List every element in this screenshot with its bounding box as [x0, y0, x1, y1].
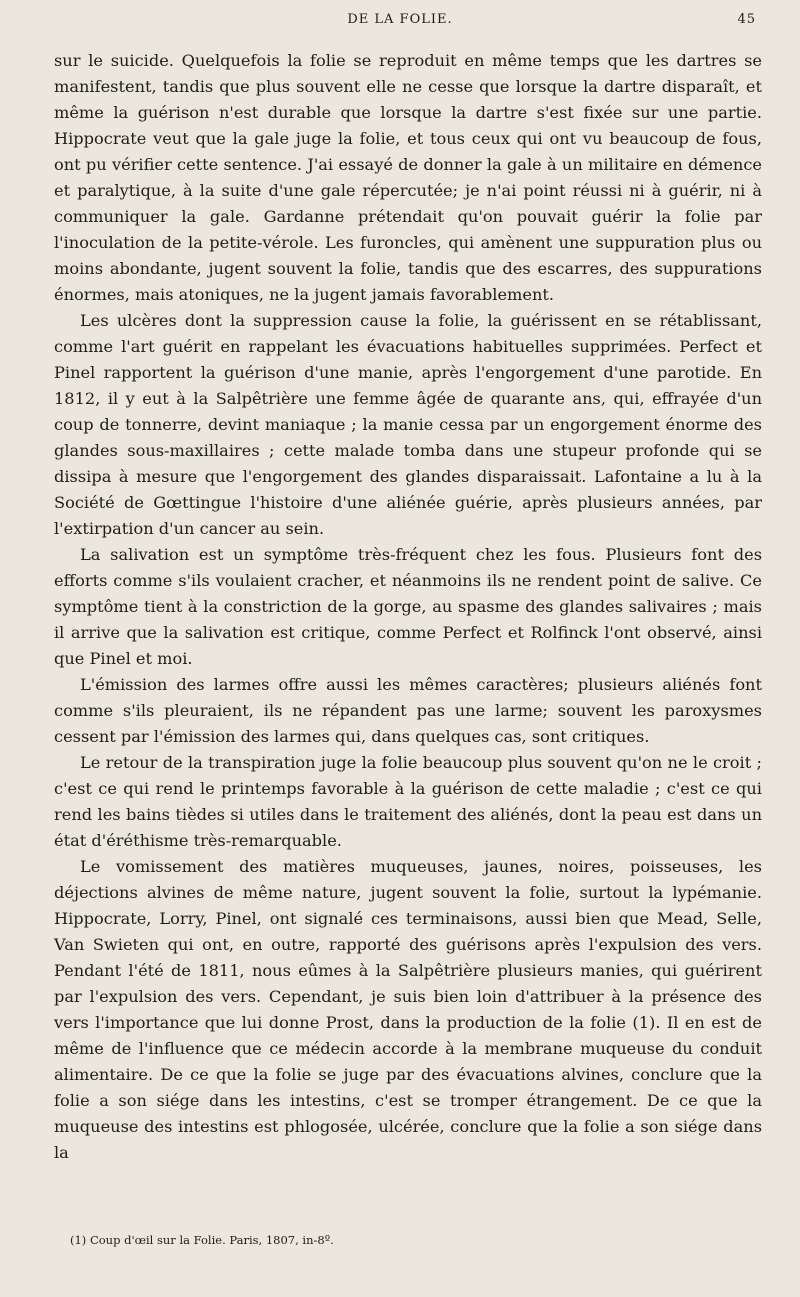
running-head [44, 12, 756, 34]
page-number: 45 [737, 12, 756, 27]
paragraph-continued: sur le suicide. Quelquefois la folie se reproduit en même temps que les dartres se manifestent, tandis que plus souvent elle ne cesse que lorsque la dartre disparaît, et même la guérison n'est durable que lorsque la dartre s'est fixée sur une partie. Hippocrate veut que la gale juge la folie, et tous ceux qui ont vu beaucoup de fous, ont pu vérifier cette sentence. J'ai essayé de donner la gale à un militaire en démence et paralytique, à la suite d'une gale répercutée; je n'ai point réussi ni à guérir, ni à communiquer la gale. Gardanne prétendait qu'on pouvait guérir la folie par l'inoculation de la petite-vérole. Les furoncles, qui amènent une suppuration plus ou moins abondante, jugent souvent la folie, tandis que des escarres, des suppurations énormes, mais atoniques, ne la jugent jamais favorablement. [54, 51, 762, 304]
body-text [54, 48, 762, 1166]
paragraph: La salivation est un symptôme très-fréquent chez les fous. Plusieurs font des efforts comme s'ils voulaient cracher, et néanmoins ils ne rendent point de salive. Ce symptôme tient à la constriction de la gorge, au spasme des glandes salivaires ; mais il arrive que la salivation est critique, comme Perfect et Rolfinck l'ont observé, ainsi que Pinel et moi. [54, 545, 762, 668]
footnote: (1) Coup d'œil sur la Folie. Paris, 1807, in-8º. [70, 1233, 334, 1247]
running-title: DE LA FOLIE. [347, 12, 453, 27]
paragraph: Le vomissement des matières muqueuses, jaunes, noires, poisseuses, les déjections alvines de même nature, jugent souvent la folie, surtout la lypémanie. Hippocrate, Lorry, Pinel, ont signalé ces terminaisons, aussi bien que Mead, Selle, Van Swieten qui ont, en outre, rapporté des guérisons après l'expulsion des vers. Pendant l'été de 1811, nous eûmes à la Salpêtrière plusieurs manies, qui guérirent par l'expulsion des vers. Cependant, je suis bien loin d'attribuer à la présence des vers l'importance que lui donne Prost, dans la production de la folie (1). Il en est de même de l'influence que ce médecin accorde à la membrane muqueuse du conduit alimentaire. De ce que la folie se juge par des évacuations alvines, conclure que la folie a son siége dans les intestins, c'est se tromper étrangement. De ce que la muqueuse des intestins est phlogosée, ulcérée, conclure que la folie a son siége dans la [54, 857, 762, 1162]
paragraph: L'émission des larmes offre aussi les mêmes caractères; plusieurs aliénés font comme s'ils pleuraient, ils ne répandent pas une larme; souvent les paroxysmes cessent par l'émission des larmes qui, dans quelques cas, sont critiques. [54, 675, 762, 746]
paragraph: Les ulcères dont la suppression cause la folie, la guérissent en se rétablissant, comme l'art guérit en rappelant les évacuations habituelles supprimées. Perfect et Pinel rapportent la guérison d'une manie, après l'engorgement d'une parotide. En 1812, il y eut à la Salpêtrière une femme âgée de quarante ans, qui, effrayée d'un coup de tonnerre, devint maniaque ; la manie cessa par un engorgement énorme des glandes sous-maxillaires ; cette malade tomba dans une stupeur profonde qui se dissipa à mesure que l'engorgement des glandes disparaissait. Lafontaine a lu à la Société de Gœttingue l'histoire d'une aliénée guérie, après plusieurs années, par l'extirpation d'un cancer au sein. [54, 311, 762, 538]
paragraph: Le retour de la transpiration juge la folie beaucoup plus souvent qu'on ne le croit ; c'est ce qui rend le printemps favorable à la guérison de cette maladie ; c'est ce qui rend les bains tièdes si utiles dans le traitement des aliénés, dont la peau est dans un état d'éréthisme très-remarquable. [54, 753, 762, 850]
